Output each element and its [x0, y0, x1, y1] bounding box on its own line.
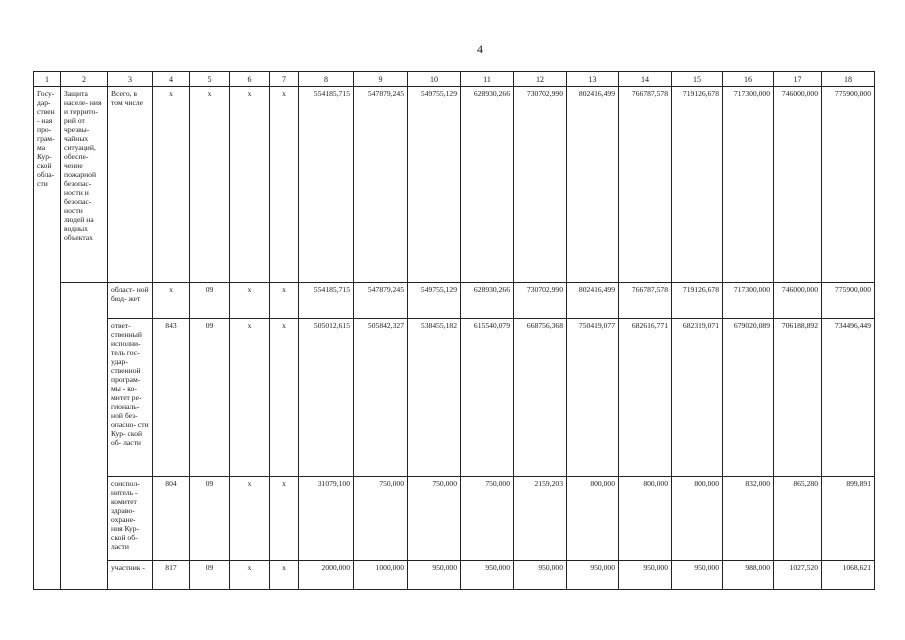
amount-cell: 505012,615 — [299, 319, 354, 477]
page-number: 4 — [477, 42, 483, 56]
column-number-header: 12 — [514, 72, 567, 87]
amount-cell: 1027,520 — [774, 561, 822, 590]
amount-cell: 746000,000 — [774, 283, 822, 319]
code-cell: х — [270, 319, 299, 477]
amount-cell: 750419,077 — [567, 319, 619, 477]
amount-cell: 730702,990 — [514, 283, 567, 319]
row-label-cell: ответ- ственный исполни- тель гос- удар- ственной програм- мы - ко- митет ре- гиональ- ной без- опасно- сти Кур- ской об- ласти — [108, 319, 153, 477]
amount-cell: 802416,499 — [567, 283, 619, 319]
code-cell: 817 — [153, 561, 190, 590]
code-cell: х — [230, 319, 270, 477]
column-number-header: 8 — [299, 72, 354, 87]
amount-cell: 547879,245 — [354, 87, 408, 283]
amount-cell: 682616,771 — [619, 319, 672, 477]
amount-cell: 554185,715 — [299, 283, 354, 319]
amount-cell: 800,000 — [567, 477, 619, 561]
code-cell: 09 — [190, 283, 230, 319]
column-number-header: 11 — [461, 72, 514, 87]
amount-cell: 717300,000 — [723, 283, 774, 319]
column-number-header: 10 — [408, 72, 461, 87]
column-number-header: 4 — [153, 72, 190, 87]
amount-cell: 668756,368 — [514, 319, 567, 477]
amount-cell: 719126,678 — [672, 87, 723, 283]
table-row-regional-budget — [34, 283, 875, 319]
row-label-cell: област- ной бюд- жет — [108, 283, 153, 319]
amount-cell: 750,000 — [408, 477, 461, 561]
amount-cell: 988,000 — [723, 561, 774, 590]
column-number-header: 2 — [61, 72, 108, 87]
amount-cell: 734496,449 — [822, 319, 875, 477]
code-cell: х — [230, 87, 270, 283]
amount-cell: 865,280 — [774, 477, 822, 561]
amount-cell: 554185,715 — [299, 87, 354, 283]
code-cell: 09 — [190, 561, 230, 590]
amount-cell: 775900,000 — [822, 87, 875, 283]
code-cell: х — [270, 283, 299, 319]
column-number-header: 16 — [723, 72, 774, 87]
amount-cell: 950,000 — [408, 561, 461, 590]
amount-cell: 950,000 — [672, 561, 723, 590]
program-type-cell: Госу- дар- ствен- ная про- грам- ма Кур- ской обла- сти — [34, 87, 61, 590]
amount-cell: 800,000 — [619, 477, 672, 561]
amount-cell: 547879,245 — [354, 283, 408, 319]
amount-cell: 505842,327 — [354, 319, 408, 477]
program-name-cell: Защита населе- ния и террито- рий от чрезвы- чайных ситуаций, обеспе- чение пожарной безопас- ности и безопас- ности людей на водных объектах — [61, 87, 108, 283]
amount-cell: 950,000 — [567, 561, 619, 590]
amount-cell: 719126,678 — [672, 283, 723, 319]
column-number-header: 7 — [270, 72, 299, 87]
amount-cell: 1000,000 — [354, 561, 408, 590]
code-cell: х — [270, 477, 299, 561]
amount-cell: 717300,000 — [723, 87, 774, 283]
amount-cell: 766787,578 — [619, 87, 672, 283]
amount-cell: 538455,182 — [408, 319, 461, 477]
table-row-co-executor — [34, 477, 875, 561]
code-cell: х — [230, 283, 270, 319]
row-label-cell: Всего, в том числе — [108, 87, 153, 283]
amount-cell: 31079,100 — [299, 477, 354, 561]
table-row-total — [34, 87, 875, 283]
column-number-header: 3 — [108, 72, 153, 87]
code-cell: х — [270, 561, 299, 590]
code-cell: 09 — [190, 319, 230, 477]
table-row-responsible-executor — [34, 319, 875, 477]
code-cell: х — [153, 283, 190, 319]
code-cell: х — [190, 87, 230, 283]
row-label-cell: участник - — [108, 561, 153, 590]
amount-cell: 950,000 — [619, 561, 672, 590]
amount-cell: 549755,129 — [408, 283, 461, 319]
program-name-empty-cell — [61, 283, 108, 590]
amount-cell: 679020,089 — [723, 319, 774, 477]
table-row-participant — [34, 561, 875, 590]
code-cell: 804 — [153, 477, 190, 561]
budget-table — [33, 71, 875, 590]
row-label-cell: соиспол- нитель - комитет здраво- охране- ния Кур- ской об- ласти — [108, 477, 153, 561]
code-cell: х — [230, 477, 270, 561]
amount-cell: 682319,071 — [672, 319, 723, 477]
amount-cell: 950,000 — [514, 561, 567, 590]
column-number-header: 1 — [34, 72, 61, 87]
code-cell: х — [153, 87, 190, 283]
amount-cell: 802416,499 — [567, 87, 619, 283]
column-number-row — [34, 72, 875, 87]
column-number-header: 17 — [774, 72, 822, 87]
amount-cell: 775900,000 — [822, 283, 875, 319]
amount-cell: 950,000 — [461, 561, 514, 590]
amount-cell: 706188,892 — [774, 319, 822, 477]
column-number-header: 18 — [822, 72, 875, 87]
column-number-header: 9 — [354, 72, 408, 87]
column-number-header: 14 — [619, 72, 672, 87]
code-cell: 843 — [153, 319, 190, 477]
amount-cell: 1068,621 — [822, 561, 875, 590]
amount-cell: 628930,266 — [461, 87, 514, 283]
amount-cell: 899,891 — [822, 477, 875, 561]
amount-cell: 800,000 — [672, 477, 723, 561]
code-cell: х — [230, 561, 270, 590]
code-cell: х — [270, 87, 299, 283]
amount-cell: 549755,129 — [408, 87, 461, 283]
amount-cell: 746000,000 — [774, 87, 822, 283]
amount-cell: 615540,079 — [461, 319, 514, 477]
column-number-header: 13 — [567, 72, 619, 87]
amount-cell: 628930,266 — [461, 283, 514, 319]
code-cell: 09 — [190, 477, 230, 561]
amount-cell: 766787,578 — [619, 283, 672, 319]
amount-cell: 2159,203 — [514, 477, 567, 561]
column-number-header: 6 — [230, 72, 270, 87]
amount-cell: 750,000 — [461, 477, 514, 561]
amount-cell: 730702,990 — [514, 87, 567, 283]
column-number-header: 5 — [190, 72, 230, 87]
amount-cell: 750,000 — [354, 477, 408, 561]
amount-cell: 2000,000 — [299, 561, 354, 590]
amount-cell: 832,000 — [723, 477, 774, 561]
column-number-header: 15 — [672, 72, 723, 87]
